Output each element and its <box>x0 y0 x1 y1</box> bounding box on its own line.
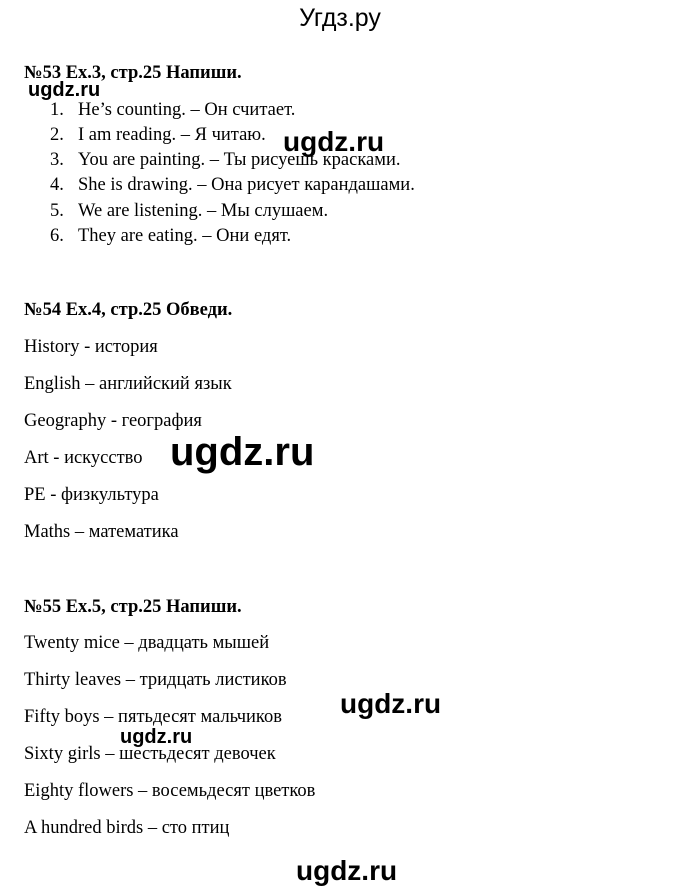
list-item: He’s counting. – Он считает. <box>78 100 296 120</box>
watermark-text: ugdz.ru <box>28 79 101 101</box>
list-item: Art - искусство <box>24 448 143 468</box>
list-item: Geography - география <box>24 411 202 431</box>
list-item-number: 2. <box>50 125 64 145</box>
list-item: Maths – математика <box>24 522 179 542</box>
watermark-text: ugdz.ru <box>296 855 398 886</box>
list-item-number: 4. <box>50 175 64 195</box>
list-item: English – английский язык <box>24 374 232 394</box>
list-item-number: 3. <box>50 150 64 170</box>
list-item-number: 5. <box>50 201 64 221</box>
watermark-text: ugdz.ru <box>170 430 315 474</box>
list-item: They are eating. – Они едят. <box>78 226 292 246</box>
list-item: Thirty leaves – тридцать листиков <box>24 670 287 690</box>
section-heading-53: №53 Ex.3, стр.25 Напиши. <box>24 63 242 83</box>
list-item: History - история <box>24 337 158 357</box>
list-item-number: 6. <box>50 226 64 246</box>
list-item: A hundred birds – сто птиц <box>24 818 230 838</box>
list-item: You are painting. – Ты рисуешь красками. <box>78 150 401 170</box>
site-title: Угдз.ру <box>299 4 381 32</box>
list-item: We are listening. – Мы слушаем. <box>78 201 329 221</box>
list-item: She is drawing. – Она рисует карандашами. <box>78 175 415 195</box>
list-item: Eighty flowers – восемьдесят цветков <box>24 781 316 801</box>
section-heading-55: №55 Ex.5, стр.25 Напиши. <box>24 597 242 617</box>
list-item: Sixty girls – шестьдесят девочек <box>24 744 276 764</box>
list-item: Twenty mice – двадцать мышей <box>24 633 270 653</box>
watermark-text: ugdz.ru <box>283 126 385 157</box>
list-item: I am reading. – Я читаю. <box>78 125 266 145</box>
section-heading-54: №54 Ex.4, стр.25 Обведи. <box>24 300 233 320</box>
list-item: PE - физкультура <box>24 485 159 505</box>
list-item-number: 1. <box>50 100 64 120</box>
watermark-text: ugdz.ru <box>120 726 193 748</box>
list-item: Fifty boys – пятьдесят мальчиков <box>24 707 282 727</box>
watermark-text: ugdz.ru <box>340 688 442 719</box>
